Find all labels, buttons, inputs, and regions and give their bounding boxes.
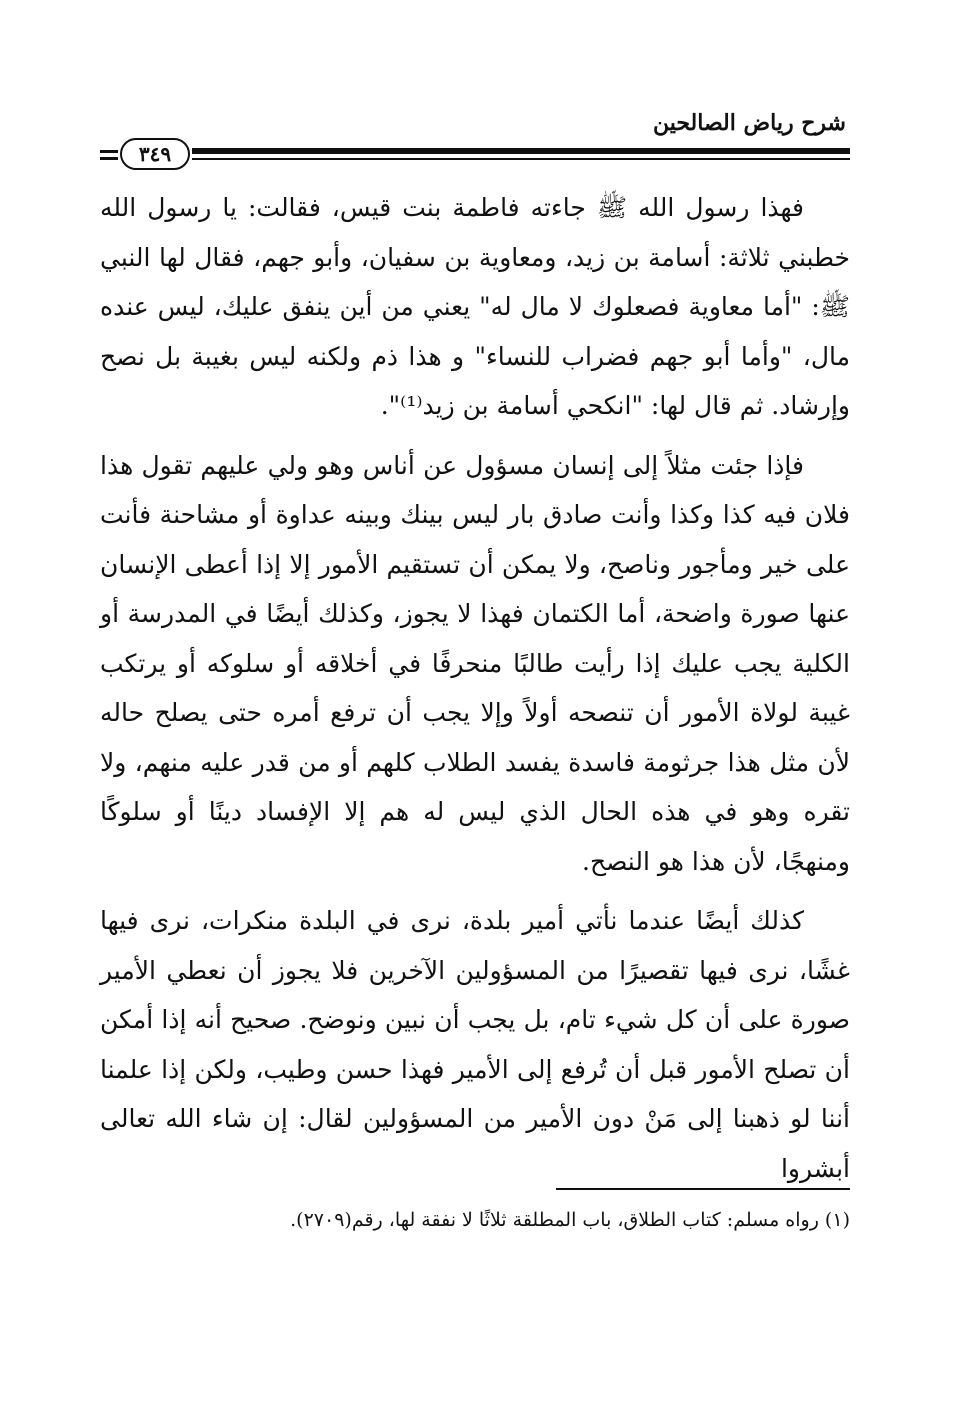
footnote-divider bbox=[556, 1188, 850, 1190]
book-title: شرح رياض الصالحين bbox=[652, 110, 846, 136]
header-rule-thin bbox=[192, 158, 850, 160]
main-text bbox=[100, 183, 850, 1203]
page-header bbox=[100, 100, 850, 190]
footnote: (١) رواه مسلم: كتاب الطلاق، باب المطلقة ثلاثًا لا نفقة لها، رقم(٢٧٠٩). bbox=[290, 1209, 850, 1231]
header-dash bbox=[100, 157, 118, 160]
header-dash bbox=[100, 150, 118, 153]
paragraph: فهذا رسول الله ﷺ جاءته فاطمة بنت قيس، فقالت: يا رسول الله خطبني ثلاثة: أسامة بن زيد، ومعاوية بن سفيان، وأبو جهم، فقال لها النبي ﷺ: "أما معاوية فصعلوك لا مال له" يعني من أين ينفق عليك، ليس عنده مال، "وأما أبو جهم فضراب للنساء" و هذا ذم ولكنه ليس بغيبة بل نصح وإرشاد. ثم قال لها: "انكحي أسامة بن زيد⁽¹⁾". bbox=[100, 193, 850, 420]
header-rule bbox=[192, 148, 850, 154]
paragraph: كذلك أيضًا عندما نأتي أمير بلدة، نرى في البلدة منكرات، نرى فيها غشًا، نرى فيها تقصيرًا من المسؤولين الآخرين فلا يجوز أن نعطي الأمير صورة على أن كل شيء تام، بل يجب أن نبين ونوضح. صحيح أنه إذا أمكن أن تصلح الأمور قبل أن تُرفع إلى الأمير فهذا حسن وطيب، ولكن إذا علمنا أننا لو ذهبنا إلى مَنْ دون الأمير من المسؤولين لقال: إن شاء الله تعالى أبشروا bbox=[100, 906, 850, 1183]
page-number: ٣٤٩ bbox=[120, 138, 190, 170]
paragraph: فإذا جئت مثلاً إلى إنسان مسؤول عن أناس وهو ولي عليهم تقول هذا فلان فيه كذا وكذا وأنت صادق بار ليس بينك وبينه عداوة أو مشاحنة فأنت على خير ومأجور وناصح، ولا يمكن أن تستقيم الأمور إلا إذا أعطى الإنسان عنها صورة واضحة، أما الكتمان فهذا لا يجوز، وكذلك أيضًا في المدرسة أو الكلية يجب عليك إذا رأيت طالبًا منحرفًا في أخلاقه أو سلوكه أو يرتكب غيبة لولاة الأمور أن تنصحه أولاً وإلا يجب أن ترفع أمره حتى يصلح حاله لأن مثل هذا جرثومة فاسدة يفسد الطلاب كلهم أو من قدر عليه منهم، ولا تقره وهو في هذه الحال الذي ليس له هم إلا الإفساد دينًا أو سلوكًا ومنهجًا، لأن هذا هو النصح. bbox=[100, 450, 850, 876]
